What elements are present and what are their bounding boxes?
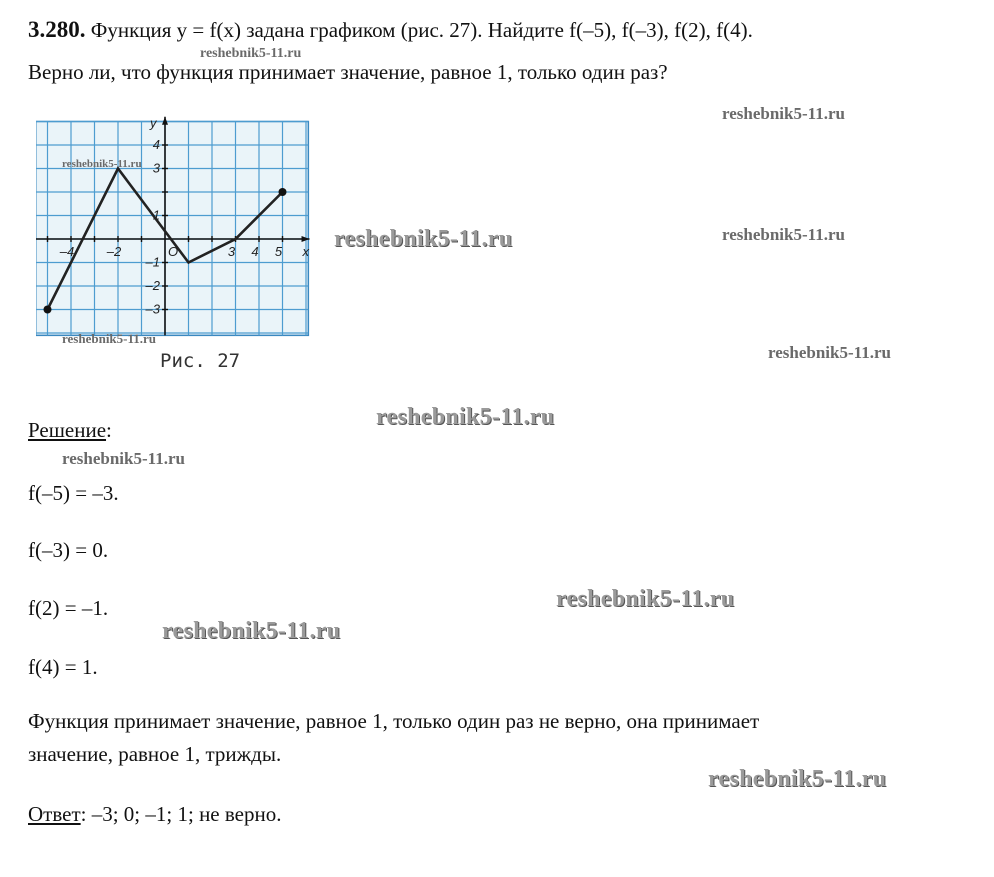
watermark: reshebnik5-11.ru (708, 766, 887, 792)
grid-frame (36, 122, 308, 336)
watermark: reshebnik5-11.ru (62, 331, 157, 346)
watermark: reshebnik5-11.ru (62, 449, 185, 468)
solution-line-3: f(2) = –1. (28, 596, 109, 620)
conclusion-line-1: Функция принимает значение, равное 1, только один раз не верно, она принимает (28, 709, 760, 733)
watermark: reshebnik5-11.ru (556, 586, 735, 612)
problem-text-line1: Функция y = f(x) задана графиком (рис. 27). Найдите f(–5), f(–3), f(2), f(4). (90, 18, 753, 42)
answer-text: : –3; 0; –1; 1; не верно. (80, 802, 282, 826)
y-tick-label: –1 (145, 254, 160, 270)
x-tick-label: –4 (59, 244, 75, 259)
problem-text-line2: Верно ли, что функция принимает значение, равное 1, только один раз? (28, 60, 668, 84)
graph-grid (36, 122, 308, 336)
y-axis-label: y (150, 115, 157, 131)
solution-line-2: f(–3) = 0. (28, 538, 109, 562)
endpoint-start (44, 306, 52, 314)
figure-caption: Рис. 27 (160, 350, 241, 372)
solution-heading-colon: : (106, 418, 112, 442)
solution-heading-row (28, 416, 112, 444)
y-tick-label: 3 (152, 160, 160, 176)
y-tick-label: 1 (152, 207, 160, 223)
watermark: reshebnik5-11.ru (768, 343, 891, 362)
endpoint-end (279, 188, 287, 196)
solution-line-1: f(–5) = –3. (28, 481, 119, 505)
y-tick-label: –3 (145, 301, 160, 317)
x-axis-label: x (302, 244, 309, 259)
problem-number: 3.280. (28, 17, 86, 42)
watermark: reshebnik5-11.ru (162, 618, 341, 644)
watermark: reshebnik5-11.ru (62, 158, 142, 170)
conclusion-line-2: значение, равное 1, трижды. (28, 742, 282, 766)
solution-heading: Решение (28, 418, 107, 442)
problem-statement-line1 (28, 16, 753, 44)
watermark: reshebnik5-11.ru (334, 226, 513, 252)
function-graph (36, 114, 336, 342)
x-tick-label: –2 (106, 244, 122, 259)
watermark: reshebnik5-11.ru (200, 46, 302, 61)
watermark: reshebnik5-11.ru (722, 225, 845, 244)
answer-row (28, 800, 281, 828)
y-tick-label: 4 (152, 137, 160, 152)
x-tick-label: 3 (227, 244, 236, 259)
x-tick-label: 5 (274, 244, 283, 259)
watermark: reshebnik5-11.ru (376, 404, 555, 430)
y-tick-label: –2 (145, 278, 160, 293)
origin-label: O (168, 244, 179, 259)
solution-line-4: f(4) = 1. (28, 655, 98, 679)
answer-label: Ответ (28, 802, 81, 826)
x-tick-label: 4 (251, 244, 259, 259)
watermark: reshebnik5-11.ru (722, 104, 845, 123)
